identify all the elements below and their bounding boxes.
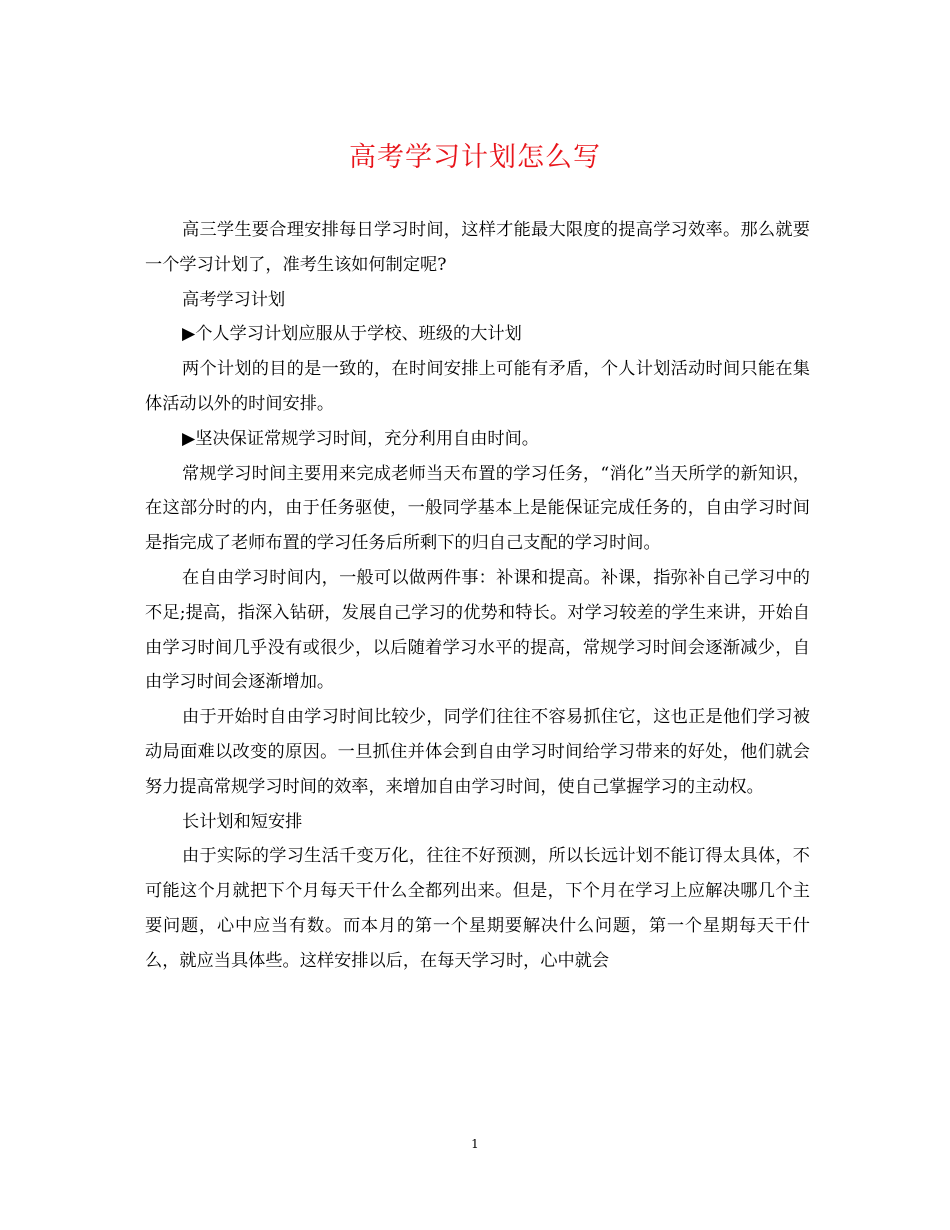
page-number: 1 [471,1137,479,1151]
paragraph-free-time: 在自由学习时间内，一般可以做两件事：补课和提高。补课，指弥补自己学习中的不足;提高，指深入钻研，发展自己学习的优势和特长。对学习较差的学生来讲，开始自由学习时间几乎没有或很少，以后随着学习水平的提高，常规学习时间会逐渐减少，自由学习时间会逐渐增加。 [145,567,810,693]
bullet-heading-regular-time: ▶坚决保证常规学习时间，充分利用自由时间。 [182,428,539,449]
section-heading-long-short: 长计划和短安排 [182,811,303,832]
paragraph-long-plan: 由于实际的学习生活千变万化，往往不好预测，所以长远计划不能订得太具体，不可能这个月就把下个月每天干什么全都列出来。但是，下个月在学习上应解决哪几个主要问题，心中应当有数。而本月的第一个星期要解决什么问题，第一个星期每天干什么，就应当具体些。这样安排以后，在每天学习时，心中就会 [145,846,810,971]
section-heading-plan: 高考学习计划 [182,289,286,310]
document-title: 高考学习计划怎么写 [349,142,601,173]
document-body [145,213,810,979]
paragraph-intro: 高三学生要合理安排每日学习时间，这样才能最大限度的提高学习效率。那么就要一个学习计划了，准考生该如何制定呢? [145,220,810,275]
bullet-heading-follow-school: ▶个人学习计划应服从于学校、班级的大计划 [182,324,522,345]
paragraph-initiative: 由于开始时自由学习时间比较少，同学们往往不容易抓住它，这也正是他们学习被动局面难以改变的原因。一旦抓住并体会到自由学习时间给学习带来的好处，他们就会努力提高常规学习时间的效率，来增加自由学习时间，使自己掌握学习的主动权。 [145,707,810,797]
paragraph-two-plans: 两个计划的目的是一致的，在时间安排上可能有矛盾，个人计划活动时间只能在集体活动以外的时间安排。 [145,359,810,414]
paragraph-regular-time: 常规学习时间主要用来完成老师当天布置的学习任务，“消化”当天所学的新知识，在这部分时的内，由于任务驱使，一般同学基本上是能保证完成任务的，自由学习时间是指完成了老师布置的学习任务后所剩下的归自己支配的学习时间。 [145,463,810,554]
